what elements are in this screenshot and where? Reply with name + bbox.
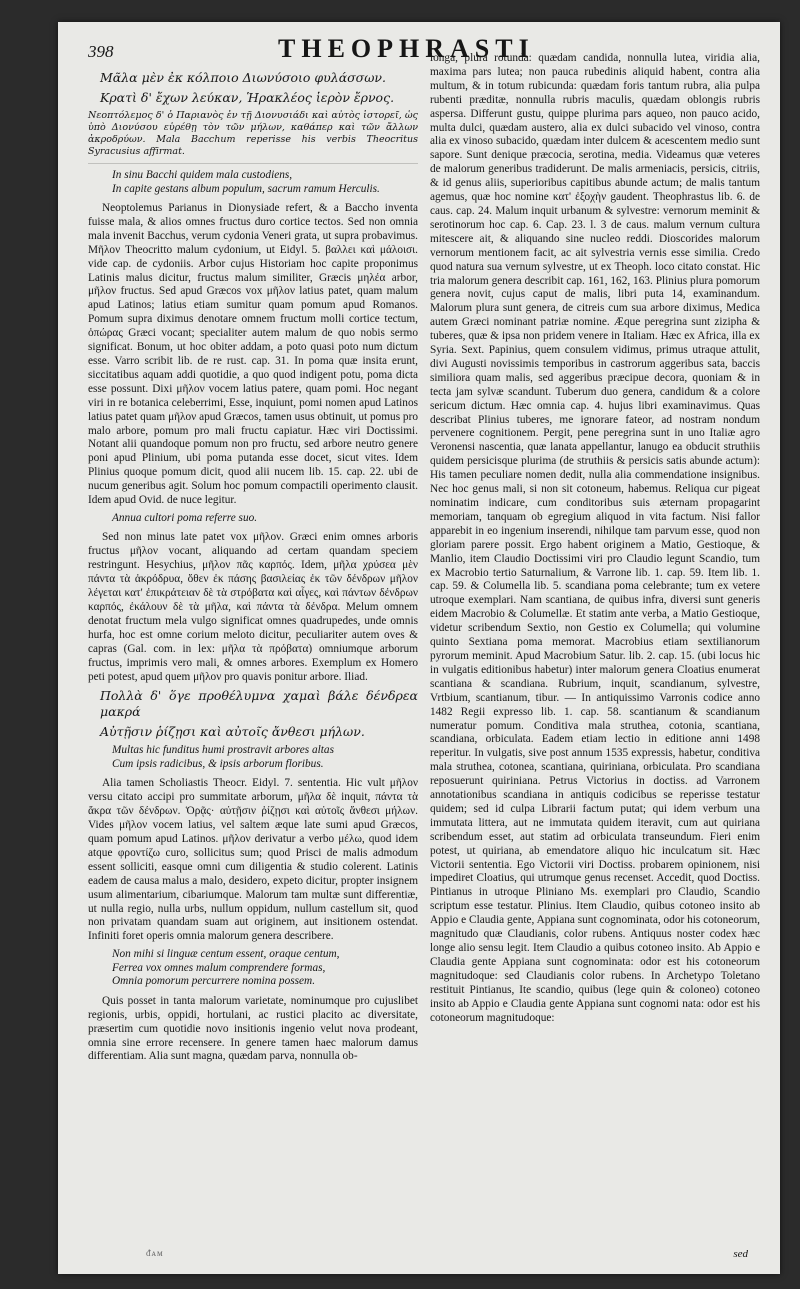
latin-verse — [88, 948, 418, 989]
left-column — [88, 66, 418, 1067]
greek-verse-line: Αὐτῇσιν ῥίζῃσι καὶ αὐτοῖς ἄνθεσι μήλων. — [100, 724, 365, 740]
greek-verse-line: Κρατὶ δ' ἔχων λεύκαν, Ἡρακλέος ἱερὸν ἔρνος. — [100, 90, 395, 105]
printer-signature: ᵭᴀᴍ — [146, 1248, 164, 1258]
paragraph: longa, plura rotunda: quædam candida, nonnulla lutea, viridia alia, maxima pars lutea; non pauca rubedinis aliquid habent, contra alia multum, & in totum rubicunda: quædam foris tantum rubra, alia pulpa rubenti præditæ, nonnulla rubris maculis, quædam oblongis rubris aspersa. Differunt gustu, quippe plurima pars aqueo, non pauco acido, multa dulci, quædam austero, alia ex dulci subacido vel vinoso, contra alia ex vinoso subacido, quædam inter dulcem & acescentem medio sunt sapore. Sunt denique præcocia, serotina, media. Videamus quæ veteres de malorum generibus tradiderunt. De malis armeniacis, persicis, citriis, & id genus aliis, superioribus capitibus abunde actum; de malis tantum agemus, quæ hoc nomine κατ' ἐξοχὴν gaudent. Theophrastus lib. 6. de caus. cap. 24. Malum inquit urbanum & sylvestre: vernorum meminit & serotinorum hoc cap. 6. Cap. 23. l. 3 de caus. malum vernum cultura mitescere ait, & aliquando sine nucleo reddi. Dioscorides malorum vernorum mentionem facit, ac ait sylvestria vernis esse similia. Credo quod natura sua vernum sylvestre, ut ex Theoph. loco citato constat. Hic tria malorum genera describit cap. 161, 162, 163. Plinius plura pomorum genera novit, cujus caput de malis, libri puta 14, examinandum. Malorum plura sunt genera, de citreis cum sua arbore diximus, Medica autem Græci nominant patriæ nomine. Æque peregrina sunt zizipha & tuberes, quæ & ipsa non pridem venere in Italiam. Hæc ex Africa, illa ex Syria. Sext. Papinius, quem consulem vidimus, primus utraque attulit, divi Augusti novissimis temporibus in castrorum aggeribus sata, baccis similiora quam malis, sed aggeribus præcipue decora, quoniam & in tecta jam sylvæ scandunt. Tuberum duo genera, candidum & a colore sericum dictum. Hæc omnia cap. 4. hujus libri examinavimus. Quas describat Plinius tuberes, me ignorare fateor, ad nostram nondum pervenere cognitionem. Pergit, pene peregrina sunt in uno Italiæ agro Veronensi nascentia, quæ lanata appellantur, lanugo ea obducit struthiis quidem persicisque plurima (de struthiis & persicis satis abunde actum): His tamen peculiare nomen dedit, nulla alia commendatione insignibus. Nec hoc genus mali, si non sit cotoneum, habemus. Reliqua cur pigeat nominatim indicare, cum conditoribus suis æternam propagarint memoriam, tanquam ob egregium aliquod in vita factum. Nisi fallor apparebit in eo ingenium inserendi, nihilque tam parvum esse, quod non gloriam parere possit. Ergo habent originem a Matio, Gestioque, & Manlio, item Claudio Doctissimi viri pro Claudio legunt Scandio, tum ex Macrobio tertio Saturnalium, & Varrone lib. 1. cap. 59. Item lib. 1. cap. 59. & Columella lib. 5. scandiana poma celebrante; tum ex vetere utroque exemplari. Nam scantiana, de quibus infra, diversi sunt generis eidem Macrobio & Columellæ. Et statim ante verba, a Matio Gestioque, videtur scribendum Sextio, non Gestio ex Columella; qui volumine quinto Sextiana poma memorat. Macrobius etiam sextilianorum pyrorum meminit. Apud Macrobium Satur. lib. 2. cap. 15. (ubi locus hic in vulgatis editionibus habetur) inter malorum genera Cloatius enumerat scantiana & scandiana. Rubrium, inquit, scandianum, sylvestre, Vrtbium, scantianum, tibur. — In antiquissimo Varronis codice anno 1482 Regii expresso lib. 1. cap. 58. scantianum & scandianum numeratur pomum. Conditiva mala struthea, cotonia, scantiana, scandiana, orbiculata. Eadem etiam lectio in editione anni 1498 reperitur. In vulgatis, sive post annum 1535 expressis, habetur, conditiva mala struthea, cotonea, scantiana, quiriniana, orbiculata. Pro scandiana reposuerunt quiriniana. Petrus Victorius in doctiss. ad Varronem annotationibus scandiana in antiquis codicibus se reperisse testatur quidem; sed id culpa Librarii factum putat; qui idem verbum una immutata littera, aut ne immutata quidem iteravit, cum aut quiriana scribendum esset, aut statim ad orbiculata transeundum. Fieri enim potest, ut quiriana, ab emendatore aliquo hic inculcatum sit. Hæc Victorii sententia. Ego Victorii viri Doctiss. probarem opinionem, nisi impediret Cloatius, qui utrumque genus recenset. Accedit, quod Doctiss. Pintianus in utroque Pliniano Ms. exemplari pro Claudio, Scandio scriptum esse testatur. Plinius. Item Claudio, quibus cotoneo insito ab Appio e Claudia gente, Appiana sunt cognominata, odor his cotoneorum, magnitudo quæ Claudianis, color rubens. Antiquus noster codex hæc longe alio sensu legit. Item Claudio a quibus cotoneo insito. Ab Appio e Claudia gente Appiana sunt cognominata: odor est his cotoneorum magnitudoque: sed Claudianis color rubens. In Archetypo Toletano restituit Pintianus, Ite scandio, quibus (lege quin & coloneo) cotoneo insito ab Appio e Claudia gente Appiana sunt cognomi nata: odor est his cotoneorum magnitudoque: — [430, 52, 760, 1024]
paragraph: Quis posset in tanta malorum varietate, nominumque pro cujuslibet regionis, urbis, oppidi, hortulani, ac rustici placito ac diversitate, præsertim cum quotidie novo insitionis ingenio velut nova prodeant, omnia sine errore recensere. In genere tamen haec malorum damus differentiam. Alia sunt magna, quædam parva, nonnulla ob- — [88, 994, 418, 1063]
greek-verse-line: Πολλὰ δ' ὅγε προθέλυμνα χαμαὶ βάλε δένδρεα μακρά — [100, 688, 418, 720]
rule — [88, 163, 418, 164]
verse-line: In sinu Bacchi quidem mala custodiens, — [112, 169, 293, 181]
greek-verse-line: Μᾶλα μὲν ἐκ κόλποιο Διωνύσοιο φυλάσσων. — [100, 70, 386, 85]
right-column — [430, 52, 760, 1028]
paragraph: Sed non minus late patet vox μῆλον. Græci enim omnes arboris fructus μῆλον vocant, aliquando ad certam quandam speciem restringunt. Hesychius, μῆλον πᾶς καρπός. Idem, μῆλα χρύσεα μὲν πάντα τὰ ἀκρόδρυα, ὅθεν ἐκ πάσης βασιλείας ἐκ τῶν δένδρων μῆλον λέγεται κατ' ἐπικράτειαν δὲ τὰ στρόβατα καὶ αἶγες, καὶ πάντων δένδρων καρπός, ἐκάλουν δὲ τὰ μῆλα, καὶ πάντα τὰ δένδρα. Melum omnem denotat fructum mela vulgo significat omnes quadrupedes, unde omnis hurfa, hoc est omne corium meloto dicitur, peculiariter autem oves & capras (Gal. com. in lex: μῆλα τὰ πρόβατα) omniumque arborum fructus, imprimis vero mali, & omnes arbores. Exemplum ex Homero peti potest, apud quem μῆλον pro quavis ponitur arbore. Iliad. — [88, 531, 418, 683]
verse-line: Cum ipsis radicibus, & ipsis arborum floribus. — [112, 757, 324, 770]
book-page — [58, 22, 780, 1274]
catchword: sed — [733, 1248, 748, 1260]
paragraph: Alia tamen Scholiastis Theocr. Eidyl. 7. sententia. Hic vult μῆλον versu citato accipi pro summitate arborum, μῆλα δὲ inquit, πάντα τὰ ἄκρα τῶν δένδρων. Ὁρᾷς· αὐτῇσιν ῥίζῃσι καὶ αὐτοῖς ἄνθεσι μήλων. Vides μῆλον vocem latius, vel saltem æque late sumi apud Græcos, quam pomum apud Latinos. μῆλον derivatur a verbo μέλω, quod idem atque φροντίζω curo, sollicitus sum; quod Prisci de malis admodum essent solliciti, easque omni cum diligentia & studio colerent. Latinis eadem de causa malus a malo, desidero, expeto dicitur, propter insignem usum alimentarium, cibariumque. Malorum tam multæ sunt differentiæ, ut nulla regio, nulla urbs, nullum oppidum, nullum castellum sit, quod non privatam quandam suam aut originem, aut insitionem ostendat. Infiniti foret operis omnia malorum genera describere. — [88, 777, 418, 943]
verse-line: Annua cultori poma referre suo. — [112, 511, 258, 524]
verse-line: Non mihi si linguæ centum essent, oraque centum, — [112, 948, 340, 961]
latin-verse — [88, 169, 418, 196]
greek-note: Νεοπτόλεμος δ' ὁ Παριανὸς ἐν τῇ Διονυσιάδι καὶ αὐτὸς ἱστορεῖ, ὡς ὑπὸ Διονύσου εὑρέθῃ τὸν τῶν μήλων, καθάπερ καὶ τῶν ἄλλων ἀκροδρύων. Mala Bacchum reperisse his verbis Theocritus Syracusius affirmat. — [88, 110, 418, 157]
latin-verse — [88, 512, 418, 526]
paragraph: Neoptolemus Parianus in Dionysiade refert, & a Baccho inventa fuisse mala, & alios omnes fructus duro cortice tectos. Sed non omnia mala invenit Bacchus, verum cydonia Veneri grata, ut supra probavimus. Μῆλον Theocritto malum cydonium, ut Eidyl. 5. βαλλει καὶ μάλοισι. vide cap. de cydoniis. Arbor cujus Historiam hoc capite proponimus Latinis malus dicitur, fructus malum similiter, Græcis μηλέα arbor, μῆλον fructus. Sed apud Græcos vox μῆλον latius patet, quam malum apud Latinos; latius etiam sumitur quam pomum apud Romanos. Pomum supra diximus denotare omnem fructum molli cortice tectum, ὀπώρας Græci vocant; specialiter autem malum de quo nobis sermo significat. Bonum, ut hoc obiter addam, a poto quasi poto num dictum esse. Varro scribit lib. de re rust. cap. 31. In poma quæ insita erunt, siccitatibus aquam addi quotidie, a quo quod indigent potu, poma dicta esse possunt. Dixi μῆλον vocem latius patere, quam pomi. Hoc negant viri in re botanica celeberrimi, Esse, inquiunt, pomi nomen apud Latinos latius patet quam μῆλον apud Græcos, tamen usus obtinuit, ut pomus pro malo arbore, pomum pro mali fructu capiatur. Hæc viri Doctissimi. Notant alii quandoque pomum non pro fructu, sed arbore neutro genere poni apud Plinium, ubi poma putanda esse docet, sicut vites. Idem Plinius quoque pomum dicit, quod alii nucem lib. 15. cap. 22. ubi de nucum generibus agit. Solum hoc pomum compactili operimento clausit. Idem apud Ovid. de nuce legitur. — [88, 202, 418, 507]
latin-verse — [88, 744, 418, 771]
running-head: THEOPHRASTI — [278, 34, 535, 63]
verse-line: Ferrea vox omnes malum comprendere formas, — [112, 961, 326, 974]
verse-line: Multas hic funditus humi prostravit arbores altas — [112, 744, 334, 757]
verse-line: In capite gestans album populum, sacrum ramum Herculis. — [112, 182, 380, 195]
verse-line: Omnia pomorum percurrere nomina possem. — [112, 975, 316, 988]
page-number: 398 — [88, 42, 114, 61]
